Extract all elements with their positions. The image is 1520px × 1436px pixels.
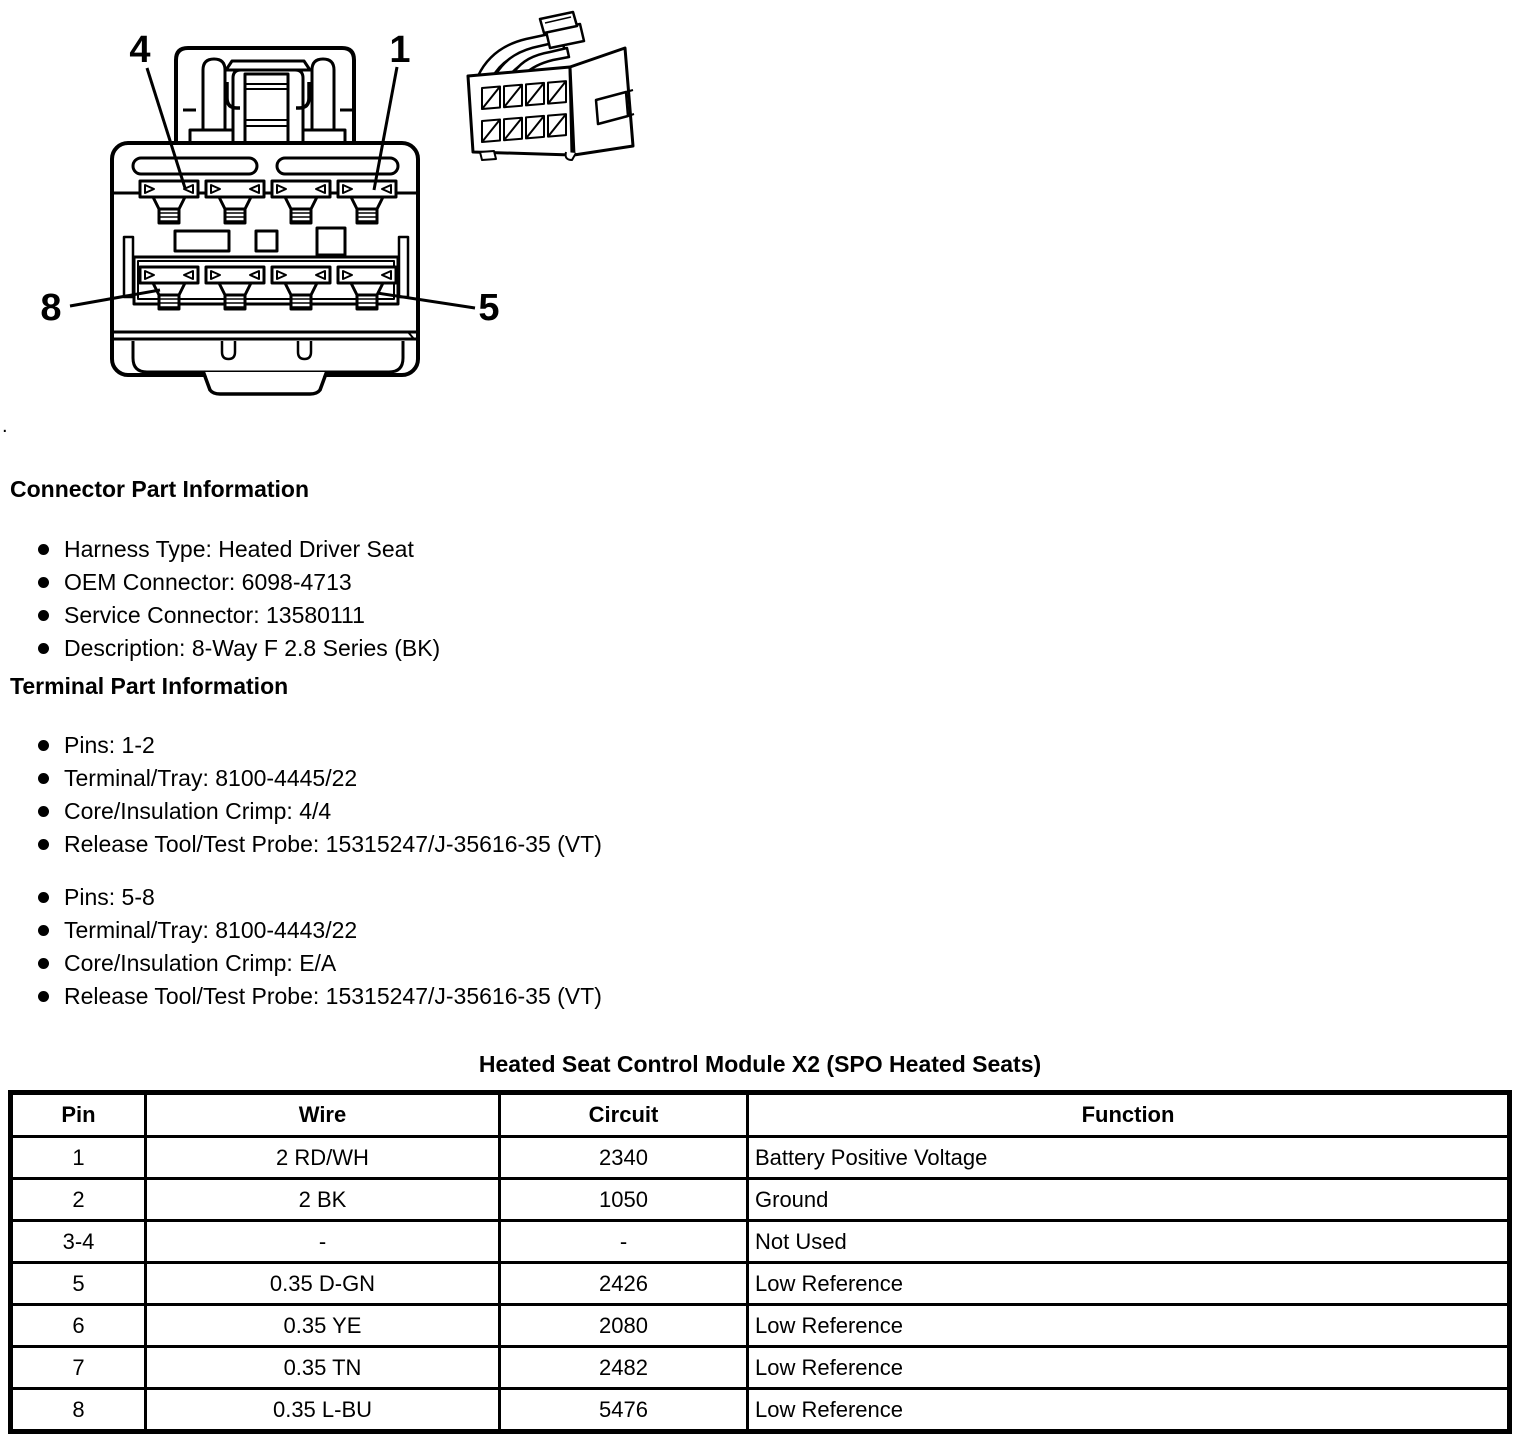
- function-cell: Ground: [748, 1179, 1510, 1221]
- pin-cell: 3-4: [11, 1221, 146, 1263]
- column-header-function: Function: [748, 1093, 1510, 1137]
- bullet-icon: [38, 773, 49, 784]
- connector-front-view: [70, 48, 475, 394]
- bullet-icon: [38, 892, 49, 903]
- wire-cell: 0.35 TN: [146, 1347, 500, 1389]
- pin-5-label: 5: [478, 287, 500, 329]
- circuit-cell: 2080: [500, 1305, 748, 1347]
- terminal-info-list-pins-5-8: [0, 881, 1520, 1013]
- terminal-info-list-pins-1-2: [0, 729, 1520, 861]
- wire-cell: 2 RD/WH: [146, 1137, 500, 1179]
- bullet-icon: [38, 544, 49, 555]
- list-item-text: Terminal/Tray: 8100-4443/22: [64, 917, 358, 943]
- pin-cell: 8: [11, 1389, 146, 1432]
- list-item-text: Harness Type: Heated Driver Seat: [64, 536, 414, 562]
- list-item: [0, 762, 1520, 795]
- connector-part-information-heading: Connector Part Information: [10, 476, 310, 502]
- pin-1-label: 1: [389, 29, 411, 71]
- list-item-text: OEM Connector: 6098-4713: [64, 569, 352, 595]
- wire-cell: 0.35 D-GN: [146, 1263, 500, 1305]
- bullet-icon: [38, 806, 49, 817]
- column-header-circuit: Circuit: [500, 1093, 748, 1137]
- function-cell: Battery Positive Voltage: [748, 1137, 1510, 1179]
- stray-period: .: [2, 415, 8, 437]
- column-header-pin: Pin: [11, 1093, 146, 1137]
- list-item: [0, 566, 1520, 599]
- terminal-part-information-heading: Terminal Part Information: [10, 673, 289, 699]
- bullet-icon: [38, 839, 49, 850]
- circuit-cell: 2426: [500, 1263, 748, 1305]
- pin-cell: 6: [11, 1305, 146, 1347]
- table-header-row: [11, 1093, 1510, 1137]
- list-item-text: Pins: 1-2: [64, 732, 155, 758]
- bullet-icon: [38, 925, 49, 936]
- list-item: [0, 533, 1520, 566]
- connector-info-list: [0, 533, 1520, 665]
- table-row: [11, 1389, 1510, 1432]
- wire-cell: 0.35 L-BU: [146, 1389, 500, 1432]
- table-row: [11, 1221, 1510, 1263]
- pin-cell: 2: [11, 1179, 146, 1221]
- table-row: [11, 1137, 1510, 1179]
- bullet-icon: [38, 740, 49, 751]
- pin-cell: 5: [11, 1263, 146, 1305]
- wire-cell: 0.35 YE: [146, 1305, 500, 1347]
- list-item-text: Release Tool/Test Probe: 15315247/J-35616-35 (VT): [64, 983, 602, 1009]
- list-item: [0, 795, 1520, 828]
- pin-table-title: Heated Seat Control Module X2 (SPO Heated Seats): [478, 1051, 1042, 1077]
- circuit-cell: 2340: [500, 1137, 748, 1179]
- list-item: [0, 914, 1520, 947]
- bullet-icon: [38, 958, 49, 969]
- list-item-text: Core/Insulation Crimp: E/A: [64, 950, 337, 976]
- list-item-text: Pins: 5-8: [64, 884, 155, 910]
- pin-4-label: 4: [129, 29, 151, 71]
- wire-cell: -: [146, 1221, 500, 1263]
- circuit-cell: -: [500, 1221, 748, 1263]
- bullet-icon: [38, 643, 49, 654]
- connector-perspective-view: [468, 12, 634, 160]
- wire-cell: 2 BK: [146, 1179, 500, 1221]
- circuit-cell: 2482: [500, 1347, 748, 1389]
- table-row: [11, 1179, 1510, 1221]
- circuit-cell: 5476: [500, 1389, 748, 1432]
- circuit-cell: 1050: [500, 1179, 748, 1221]
- table-row: [11, 1347, 1510, 1389]
- bullet-icon: [38, 610, 49, 621]
- list-item-text: Description: 8-Way F 2.8 Series (BK): [64, 635, 441, 661]
- table-row: [11, 1263, 1510, 1305]
- list-item: [0, 828, 1520, 861]
- list-item: [0, 980, 1520, 1013]
- pin-cell: 7: [11, 1347, 146, 1389]
- list-item-text: Service Connector: 13580111: [64, 602, 365, 628]
- list-item: [0, 881, 1520, 914]
- bullet-icon: [38, 577, 49, 588]
- pin-table: [8, 1090, 1512, 1434]
- table-row: [11, 1305, 1510, 1347]
- function-cell: Low Reference: [748, 1305, 1510, 1347]
- list-item: [0, 632, 1520, 665]
- list-item-text: Core/Insulation Crimp: 4/4: [64, 798, 332, 824]
- connector-diagram-area: [0, 0, 1520, 410]
- pin-8-label: 8: [40, 287, 62, 329]
- list-item-text: Release Tool/Test Probe: 15315247/J-35616-35 (VT): [64, 831, 602, 857]
- function-cell: Low Reference: [748, 1347, 1510, 1389]
- pin-cell: 1: [11, 1137, 146, 1179]
- connector-diagram: [0, 0, 700, 410]
- list-item-text: Terminal/Tray: 8100-4445/22: [64, 765, 358, 791]
- bullet-icon: [38, 991, 49, 1002]
- function-cell: Low Reference: [748, 1389, 1510, 1432]
- list-item: [0, 729, 1520, 762]
- column-header-wire: Wire: [146, 1093, 500, 1137]
- list-item: [0, 947, 1520, 980]
- function-cell: Low Reference: [748, 1263, 1510, 1305]
- list-item: [0, 599, 1520, 632]
- function-cell: Not Used: [748, 1221, 1510, 1263]
